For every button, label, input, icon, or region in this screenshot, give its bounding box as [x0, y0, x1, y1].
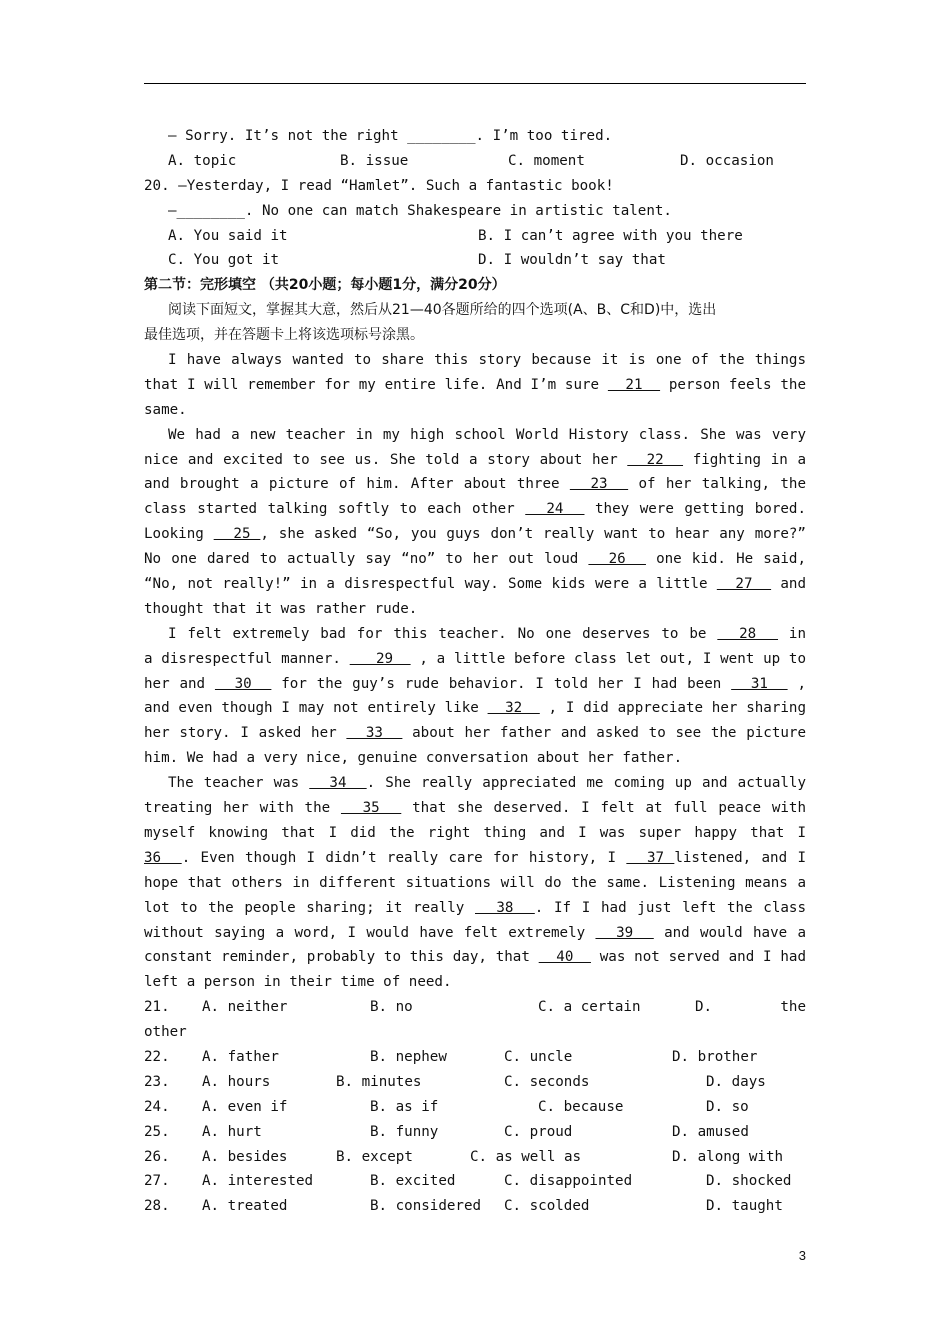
- passage-line: I felt extremely bad for this teacher. No one deserves to be 28 in: [168, 625, 806, 642]
- blank-40: 40: [538, 949, 591, 966]
- choice-number: 22.: [144, 1048, 170, 1065]
- passage-line: myself knowing that I did the right thing and I was super happy that I: [144, 824, 806, 841]
- choice-number: 24.: [144, 1098, 170, 1115]
- choice-option-b: B. funny: [370, 1123, 439, 1140]
- section-heading: 第二节：完形填空 （共20小题；每小题1分，满分20分）: [144, 277, 506, 294]
- choice-option-c: C. a certain: [538, 999, 641, 1016]
- page-content: [144, 124, 806, 1219]
- passage-line: left a person in their time of need.: [144, 974, 452, 991]
- choice-option-b: B. minutes: [336, 1073, 422, 1090]
- blank-32: 32: [487, 700, 540, 717]
- passage-line: 36 . Even though I didn’t really care for history, I 37 listened, and I: [144, 849, 806, 866]
- q20-options-row2: [144, 248, 806, 273]
- blank-27: 27: [716, 576, 772, 593]
- choice-row-26: [144, 1145, 806, 1170]
- choice-option-c: C. because: [538, 1098, 624, 1115]
- choice-option-c: C. uncle: [504, 1048, 573, 1065]
- blank-22: 22: [627, 451, 684, 468]
- choice-option-b: B. no: [370, 999, 413, 1016]
- passage-line: No one dared to actually say “no” to her out loud 26 one kid. He said,: [144, 551, 806, 568]
- passage-line: The teacher was 34 . She really appreciated me coming up and actually: [168, 775, 806, 792]
- choice-number: 28.: [144, 1198, 170, 1215]
- choice-option-d: D. shocked: [706, 1173, 792, 1190]
- choice-option-d: D. the: [694, 999, 806, 1016]
- passage-line: nice and excited to see us. She told a story about her 22 fighting in a: [144, 451, 806, 468]
- q20-options-row1: [144, 224, 806, 249]
- choice-row-21-cont: other: [144, 1024, 187, 1041]
- passage-line: same.: [144, 401, 187, 418]
- passage-line: hope that others in different situations will do the same. Listening means a: [144, 874, 806, 891]
- choice-option-d: D. amused: [672, 1123, 749, 1140]
- choice-option-a: A. interested: [202, 1173, 314, 1190]
- choice-row-21: [144, 995, 806, 1020]
- blank-38: 38: [475, 899, 535, 916]
- choice-option-d: D. along with: [672, 1148, 784, 1165]
- blank-21: 21: [607, 376, 661, 393]
- blank-33: 33: [346, 725, 403, 742]
- choice-option-a: A. hurt: [202, 1123, 262, 1140]
- passage-line: Looking 25 , she asked “So, you guys don’t really want to hear any more?”: [144, 526, 806, 543]
- q19-options: [144, 149, 806, 174]
- choice-row-25: [144, 1120, 806, 1145]
- choice-option-b: B. considered: [370, 1198, 482, 1215]
- passage-line: without saying a word, I would have felt extremely 39 and would have a: [144, 924, 806, 941]
- passage-line: constant reminder, probably to this day, that 40 was not served and I had: [144, 949, 806, 966]
- q20-option-c: C. You got it: [168, 252, 280, 269]
- blank-39: 39: [595, 924, 654, 941]
- passage-line: him. We had a very nice, genuine conversation about her father.: [144, 750, 683, 767]
- passage-line: her and 30 for the guy’s rude behavior. I told her I had been 31 ,: [144, 675, 806, 692]
- passage-line: thought that it was rather rude.: [144, 600, 418, 617]
- choice-option-a: A. father: [202, 1048, 279, 1065]
- choice-option-c: C. as well as: [470, 1148, 582, 1165]
- blank-35: 35: [340, 800, 402, 817]
- choice-number: 21.: [144, 999, 170, 1016]
- page-number: 3: [798, 1248, 806, 1263]
- passage-line: that I will remember for my entire life. And I’m sure 21 person feels the: [144, 376, 806, 393]
- header-rule: [144, 83, 806, 84]
- blank-29: 29: [349, 650, 411, 667]
- section-instructions-2: 最佳选项，并在答题卡上将该选项标号涂黑。: [144, 327, 424, 344]
- choice-row-27: [144, 1169, 806, 1194]
- passage-line: I have always wanted to share this story because it is one of the things: [168, 352, 806, 369]
- choice-option-a: A. neither: [202, 999, 288, 1016]
- blank-28: 28: [717, 625, 779, 642]
- choice-option-a: A. even if: [202, 1098, 288, 1115]
- passage-line: “No, not really!” in a disrespectful way. Some kids were a little 27 and: [144, 576, 806, 593]
- blank-34: 34: [309, 775, 367, 792]
- q20-option-d: D. I wouldn’t say that: [478, 252, 666, 269]
- q20-reply: —________. No one can match Shakespeare in artistic talent.: [168, 202, 672, 219]
- choice-number: 23.: [144, 1073, 170, 1090]
- choice-number: 25.: [144, 1123, 170, 1140]
- blank-23: 23: [569, 476, 629, 493]
- q20-option-a: A. You said it: [168, 227, 288, 244]
- q20-option-b: B. I can’t agree with you there: [478, 227, 743, 244]
- passage-line: We had a new teacher in my high school World History class. She was very: [168, 426, 806, 443]
- passage-line: her story. I asked her 33 about her father and asked to see the picture: [144, 725, 806, 742]
- q19-option-d: D. occasion: [680, 152, 774, 169]
- choice-option-d: D. brother: [672, 1048, 758, 1065]
- choice-option-d: D. so: [706, 1098, 749, 1115]
- choice-option-c: C. proud: [504, 1123, 573, 1140]
- passage-line: treating her with the 35 that she deserved. I felt at full peace with: [144, 800, 806, 817]
- q19-option-a: A. topic: [168, 152, 237, 169]
- choice-row-22: [144, 1045, 806, 1070]
- choice-option-b: B. excited: [370, 1173, 456, 1190]
- blank-37: 37: [626, 849, 675, 866]
- choice-option-b: B. except: [336, 1148, 413, 1165]
- blank-25: 25: [213, 526, 261, 543]
- q20-stem: 20. —Yesterday, I read “Hamlet”. Such a fantastic book!: [144, 177, 614, 194]
- blank-36: 36: [144, 849, 182, 866]
- choice-option-b: B. nephew: [370, 1048, 447, 1065]
- passage-line: and even though I may not entirely like 32 , I did appreciate her sharing: [144, 700, 806, 717]
- choice-option-d: D. taught: [706, 1198, 783, 1215]
- choice-option-a: A. treated: [202, 1198, 288, 1215]
- choice-option-c: C. seconds: [504, 1073, 590, 1090]
- choice-row-24: [144, 1095, 806, 1120]
- blank-31: 31: [731, 675, 788, 692]
- q19-dialog: — Sorry. It’s not the right ________. I’m too tired.: [168, 128, 613, 144]
- blank-30: 30: [214, 675, 272, 692]
- passage-line: class started talking softly to each other 24 they were getting bored.: [144, 501, 806, 518]
- q19-option-b: B. issue: [340, 152, 409, 169]
- passage-line: lot to the people sharing; it really 38 . If I had just left the class: [144, 899, 806, 916]
- choice-row-23: [144, 1070, 806, 1095]
- choice-option-d: D. days: [706, 1073, 766, 1090]
- choice-option-a: A. hours: [202, 1073, 271, 1090]
- blank-24: 24: [525, 501, 585, 518]
- passage-line: a disrespectful manner. 29 , a little before class let out, I went up to: [144, 650, 806, 667]
- blank-26: 26: [588, 551, 646, 568]
- choice-option-c: C. disappointed: [504, 1173, 633, 1190]
- choice-option-b: B. as if: [370, 1098, 439, 1115]
- passage-line: and brought a picture of him. After about three 23 of her talking, the: [144, 476, 806, 493]
- choice-number: 26.: [144, 1148, 170, 1165]
- choice-row-28: [144, 1194, 806, 1219]
- choice-option-c: C. scolded: [504, 1198, 590, 1215]
- choice-number: 27.: [144, 1173, 170, 1190]
- section-instructions-1: 阅读下面短文，掌握其大意，然后从21—40各题所给的四个选项(A、B、C和D)中，选出: [168, 302, 717, 319]
- q19-option-c: C. moment: [508, 152, 585, 169]
- choice-option-a: A. besides: [202, 1148, 288, 1165]
